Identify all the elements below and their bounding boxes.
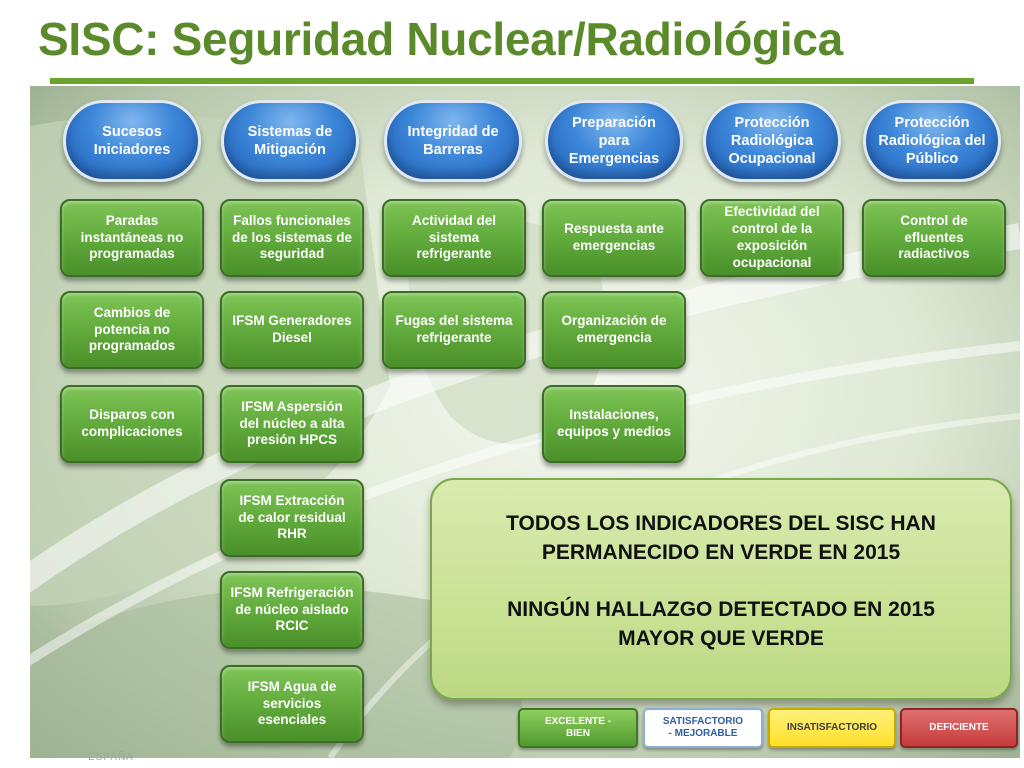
indicator-efectividad-control-exposicion: Efectividad del control de la exposición ocupacional (700, 199, 844, 277)
indicator-disparos-complicaciones: Disparos con complicaciones (60, 385, 204, 463)
category-proteccion-ocupacional: Protección Radiológica Ocupacional (703, 100, 841, 182)
category-sistemas-mitigacion: Sistemas de Mitigación (221, 100, 359, 182)
indicator-fallos-funcionales: Fallos funcionales de los sistemas de seguridad (220, 199, 364, 277)
legend-satisfactorio-mejorable (643, 708, 763, 748)
indicator-fugas-refrigerante: Fugas del sistema refrigerante (382, 291, 526, 369)
indicator-ifsm-generadores-diesel: IFSM Generadores Diesel (220, 291, 364, 369)
indicator-respuesta-emergencias: Respuesta ante emergencias (542, 199, 686, 277)
category-proteccion-publico: Protección Radiológica del Público (863, 100, 1001, 182)
legend-excelente-bien (518, 708, 638, 748)
indicator-ifsm-agua-servicios: IFSM Agua de servicios esenciales (220, 665, 364, 743)
category-sucesos-iniciadores: Sucesos Iniciadores (63, 100, 201, 182)
callout-line-2: PERMANECIDO EN VERDE EN 2015 (541, 540, 901, 564)
legend-insatisfactorio: INSATISFACTORIO (768, 708, 896, 748)
title-underline (50, 78, 974, 84)
footer-logo-text: ESPAÑA (88, 752, 134, 763)
indicator-instalaciones-equipos: Instalaciones, equipos y medios (542, 385, 686, 463)
callout-line-1: TODOS LOS INDICADORES DEL SISC HAN (506, 512, 936, 535)
indicator-organizacion-emergencia: Organización de emergencia (542, 291, 686, 369)
indicator-paradas-instantaneas: Paradas instantáneas no programadas (60, 199, 204, 277)
category-integridad-barreras: Integridad de Barreras (384, 100, 522, 182)
legend-excelente-label: EXCELENTE - (544, 716, 612, 727)
category-preparacion-emergencias: Preparación para Emergencias (545, 100, 683, 182)
legend-bien-label: BIEN (566, 728, 590, 739)
page-title: SISC: Seguridad Nuclear/Radiológica (38, 13, 843, 65)
indicator-control-efluentes: Control de efluentes radiactivos (862, 199, 1006, 277)
callout-line-4: MAYOR QUE VERDE (618, 626, 824, 650)
indicator-cambios-potencia: Cambios de potencia no programados (60, 291, 204, 369)
indicator-ifsm-rcic: IFSM Refrigeración de núcleo aislado RCIC (220, 571, 364, 649)
legend-deficiente: DEFICIENTE (900, 708, 1018, 748)
callout-line-3: NINGÚN HALLAZGO DETECTADO EN 2015 (507, 597, 935, 621)
callout-spacer (432, 568, 1010, 596)
indicator-ifsm-rhr: IFSM Extracción de calor residual RHR (220, 479, 364, 557)
summary-callout (430, 478, 1012, 700)
legend-satisfactorio-label: SATISFACTORIO (662, 716, 744, 727)
indicator-ifsm-hpcs: IFSM Aspersión del núcleo a alta presión HPCS (220, 385, 364, 463)
indicator-actividad-refrigerante: Actividad del sistema refrigerante (382, 199, 526, 277)
legend-mejorable-label: - MEJORABLE (668, 728, 738, 739)
